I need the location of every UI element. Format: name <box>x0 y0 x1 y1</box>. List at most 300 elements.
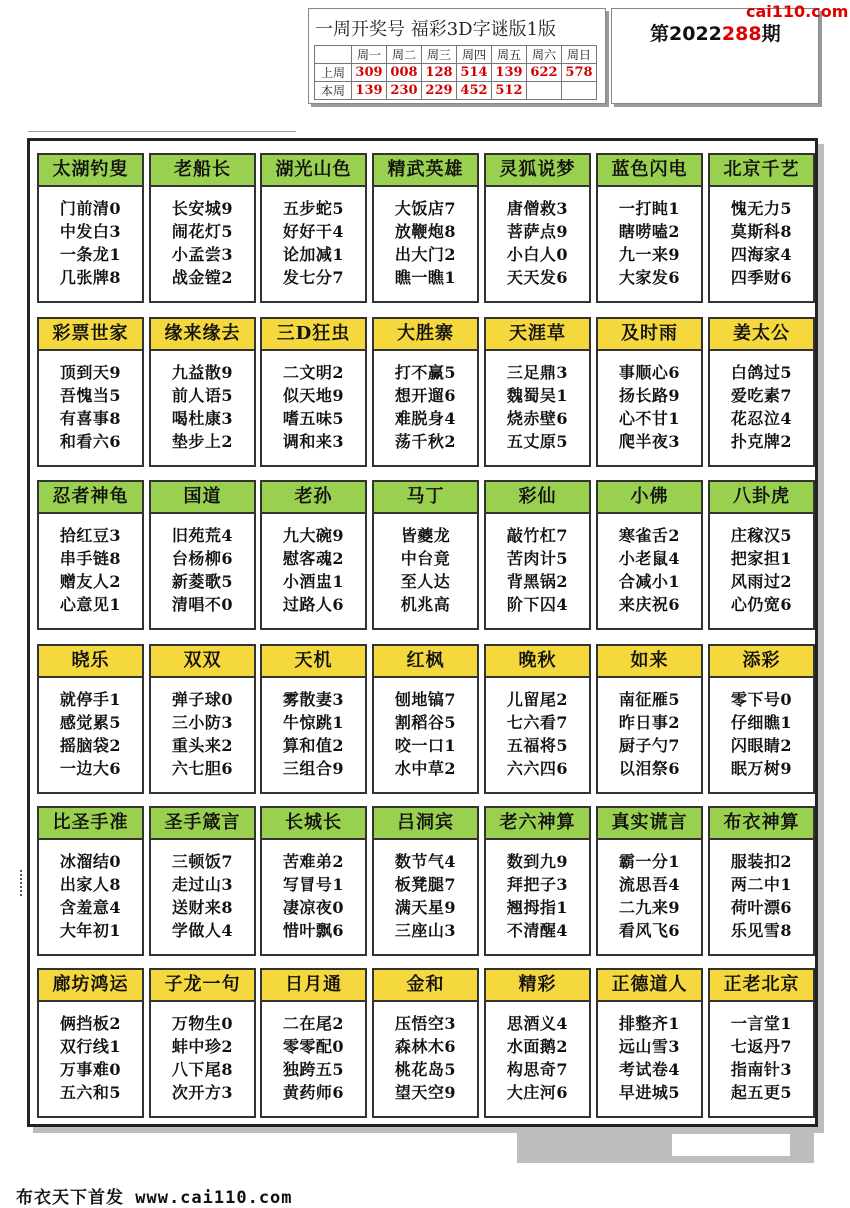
card-author: 精武英雄 <box>374 155 477 187</box>
riddle-line: 次开方3 <box>171 1083 234 1102</box>
issue-prefix: 第2022 <box>650 23 722 45</box>
draw-number <box>562 82 597 100</box>
riddle-line: 拾红豆3 <box>59 526 122 545</box>
riddle-line: 闹花灯5 <box>171 222 234 241</box>
riddle-line: 指南针3 <box>730 1060 793 1079</box>
riddle-card <box>372 153 479 303</box>
riddle-line: 大庄河6 <box>506 1083 569 1102</box>
weekly-numbers-panel <box>308 8 606 104</box>
riddle-card <box>596 806 703 956</box>
riddle-line: 满天星9 <box>394 898 457 917</box>
riddle-line: 苦肉计5 <box>506 549 569 568</box>
card-lines <box>710 351 813 453</box>
riddle-card <box>149 644 256 794</box>
riddle-line: 零下号0 <box>730 690 793 709</box>
card-author: 及时雨 <box>598 319 701 351</box>
card-author: 布衣神算 <box>710 808 813 840</box>
riddle-line: 顶到天9 <box>59 363 122 382</box>
riddle-line: 好好干4 <box>282 222 345 241</box>
draw-number: 578 <box>562 64 597 82</box>
riddle-line: 黄药师6 <box>282 1083 345 1102</box>
riddle-line: 想开遛6 <box>394 386 457 405</box>
riddle-line: 慰客魂2 <box>282 549 345 568</box>
riddle-card <box>37 968 144 1118</box>
card-author: 天机 <box>262 646 365 678</box>
riddle-card <box>484 153 591 303</box>
riddle-line: 烧赤壁6 <box>506 409 569 428</box>
riddle-line: 刨地镐7 <box>394 690 457 709</box>
riddle-line: 服装扣2 <box>730 852 793 871</box>
draw-number: 512 <box>492 82 527 100</box>
riddle-line: 五六和5 <box>59 1083 122 1102</box>
riddle-line: 莫斯科8 <box>730 222 793 241</box>
riddle-line: 把家担1 <box>730 549 793 568</box>
card-lines <box>262 351 365 453</box>
riddle-line: 早进城5 <box>618 1083 681 1102</box>
riddle-line: 爬半夜3 <box>618 432 681 451</box>
riddle-line: 咬一口1 <box>394 736 457 755</box>
riddle-line: 菩萨点9 <box>506 222 569 241</box>
card-lines <box>710 840 813 942</box>
riddle-line: 三组合9 <box>282 759 345 778</box>
riddle-line: 小老鼠4 <box>618 549 681 568</box>
card-lines <box>598 1002 701 1104</box>
riddle-line: 心仍宽6 <box>730 595 793 614</box>
riddle-line: 三顿饭7 <box>171 852 234 871</box>
card-author: 红枫 <box>374 646 477 678</box>
riddle-line: 合减小1 <box>618 572 681 591</box>
riddle-line: 远山雪3 <box>618 1037 681 1056</box>
card-author: 老孙 <box>262 482 365 514</box>
riddle-line: 八下尾8 <box>171 1060 234 1079</box>
riddle-line: 七六看7 <box>506 713 569 732</box>
riddle-line: 五步蛇5 <box>282 199 345 218</box>
riddle-card <box>260 317 367 467</box>
riddle-line: 压悟空3 <box>394 1014 457 1033</box>
riddle-line: 背黑锅2 <box>506 572 569 591</box>
riddle-line: 大年初1 <box>59 921 122 940</box>
riddle-line: 重头来2 <box>171 736 234 755</box>
riddle-line: 三小防3 <box>171 713 234 732</box>
riddle-line: 花忍泣4 <box>730 409 793 428</box>
this-week-row <box>315 82 597 100</box>
riddle-line: 风雨过2 <box>730 572 793 591</box>
card-author: 北京千艺 <box>710 155 813 187</box>
riddle-card <box>484 317 591 467</box>
riddle-line: 愧无力5 <box>730 199 793 218</box>
riddle-line: 心不甘1 <box>618 409 681 428</box>
riddle-line: 不清醒4 <box>506 921 569 940</box>
day-header: 周四 <box>457 46 492 64</box>
card-author: 大胜寨 <box>374 319 477 351</box>
riddle-line: 有喜事8 <box>59 409 122 428</box>
riddle-line: 以泪祭6 <box>618 759 681 778</box>
draw-number: 139 <box>492 64 527 82</box>
issue-panel <box>611 8 819 104</box>
riddle-line: 仔细瞧1 <box>730 713 793 732</box>
riddle-line: 万事难0 <box>59 1060 122 1079</box>
riddle-card <box>372 806 479 956</box>
riddle-line: 来庆祝6 <box>618 595 681 614</box>
card-lines <box>39 351 142 453</box>
riddle-line: 放鞭炮8 <box>394 222 457 241</box>
riddle-line: 三座山3 <box>394 921 457 940</box>
riddle-line: 寒雀舌2 <box>618 526 681 545</box>
riddle-line: 阶下囚4 <box>506 595 569 614</box>
riddle-line: 和看六6 <box>59 432 122 451</box>
draw-number <box>527 82 562 100</box>
riddle-line: 六七胆6 <box>171 759 234 778</box>
riddle-line: 战金镗2 <box>171 268 234 287</box>
riddle-line: 望天空9 <box>394 1083 457 1102</box>
card-author: 如来 <box>598 646 701 678</box>
card-lines <box>486 514 589 616</box>
day-header: 周三 <box>422 46 457 64</box>
riddle-line: 嗜五味5 <box>282 409 345 428</box>
riddle-line: 写冒号1 <box>282 875 345 894</box>
card-lines <box>374 840 477 942</box>
day-header: 周日 <box>562 46 597 64</box>
issue-num: 288 <box>721 23 762 45</box>
card-lines <box>486 840 589 942</box>
riddle-line: 旧苑荒4 <box>171 526 234 545</box>
riddle-line: 垫步上2 <box>171 432 234 451</box>
riddle-line: 九大碗9 <box>282 526 345 545</box>
draw-number: 230 <box>387 82 422 100</box>
row-label: 本周 <box>315 82 352 100</box>
riddle-line: 串手链8 <box>59 549 122 568</box>
riddle-line: 考试卷4 <box>618 1060 681 1079</box>
card-author: 晚秋 <box>486 646 589 678</box>
riddle-line: 三足鼎3 <box>506 363 569 382</box>
riddle-line: 扬长路9 <box>618 386 681 405</box>
riddle-card <box>596 644 703 794</box>
card-author: 真实谎言 <box>598 808 701 840</box>
card-author: 比圣手准 <box>39 808 142 840</box>
card-author: 添彩 <box>710 646 813 678</box>
card-lines <box>598 678 701 780</box>
riddle-line: 拜把子3 <box>506 875 569 894</box>
riddle-line: 万物生0 <box>171 1014 234 1033</box>
riddle-card <box>708 968 815 1118</box>
riddle-line: 二九来9 <box>618 898 681 917</box>
edition-title: 一周开奖号 福彩3D字谜版1版 <box>315 19 557 40</box>
riddle-line: 中台竟 <box>400 549 451 568</box>
riddle-line: 唐僧救3 <box>506 199 569 218</box>
riddle-card <box>149 480 256 630</box>
card-lines <box>151 187 254 289</box>
riddle-line: 清唱不0 <box>171 595 234 614</box>
card-author: 彩仙 <box>486 482 589 514</box>
riddle-line: 水面鹅2 <box>506 1037 569 1056</box>
riddle-line: 算和值2 <box>282 736 345 755</box>
card-lines <box>151 840 254 942</box>
riddle-line: 含羞意4 <box>59 898 122 917</box>
riddle-line: 双行线1 <box>59 1037 122 1056</box>
card-lines <box>151 678 254 780</box>
riddle-line: 扑克牌2 <box>730 432 793 451</box>
draw-number: 128 <box>422 64 457 82</box>
riddle-line: 前人语5 <box>171 386 234 405</box>
riddle-card <box>484 480 591 630</box>
issue-suffix: 期 <box>761 23 781 45</box>
draw-number: 622 <box>527 64 562 82</box>
riddle-card <box>37 806 144 956</box>
riddle-line: 机兆高 <box>400 595 451 614</box>
riddle-line: 割稻谷5 <box>394 713 457 732</box>
riddle-line: 二文明2 <box>282 363 345 382</box>
riddle-line: 发七分7 <box>282 268 345 287</box>
draw-number: 139 <box>352 82 387 100</box>
card-lines <box>262 840 365 942</box>
riddle-card <box>260 968 367 1118</box>
card-author: 正德道人 <box>598 970 701 1002</box>
riddle-card <box>372 480 479 630</box>
riddle-line: 庄稼汉5 <box>730 526 793 545</box>
riddle-line: 两二中1 <box>730 875 793 894</box>
riddle-card <box>708 644 815 794</box>
riddle-line: 独跨五5 <box>282 1060 345 1079</box>
card-lines <box>374 187 477 289</box>
riddle-line: 门前清0 <box>59 199 122 218</box>
riddle-line: 敲竹杠7 <box>506 526 569 545</box>
riddle-line: 牛惊跳1 <box>282 713 345 732</box>
riddle-line: 小孟尝3 <box>171 245 234 264</box>
card-lines <box>374 514 477 616</box>
riddle-line: 学做人4 <box>171 921 234 940</box>
riddle-line: 水中草2 <box>394 759 457 778</box>
riddle-line: 桃花岛5 <box>394 1060 457 1079</box>
riddle-line: 昨日事2 <box>618 713 681 732</box>
riddle-line: 魏蜀吴1 <box>506 386 569 405</box>
riddle-line: 儿留尾2 <box>506 690 569 709</box>
card-author: 金和 <box>374 970 477 1002</box>
riddle-line: 流思吾4 <box>618 875 681 894</box>
card-author: 双双 <box>151 646 254 678</box>
riddle-line: 走过山3 <box>171 875 234 894</box>
riddle-line: 过路人6 <box>282 595 345 614</box>
card-author: 廊坊鸿运 <box>39 970 142 1002</box>
riddle-card <box>372 968 479 1118</box>
card-lines <box>262 678 365 780</box>
riddle-line: 乐见雪8 <box>730 921 793 940</box>
riddle-line: 弹子球0 <box>171 690 234 709</box>
day-header: 周二 <box>387 46 422 64</box>
riddle-line: 喝杜康3 <box>171 409 234 428</box>
card-author: 长城长 <box>262 808 365 840</box>
riddle-card <box>596 153 703 303</box>
riddle-line: 至人达 <box>400 572 451 591</box>
site-watermark: cai110.com <box>746 2 849 21</box>
card-author: 圣手箴言 <box>151 808 254 840</box>
days-row <box>315 46 597 64</box>
riddle-line: 凄凉夜0 <box>282 898 345 917</box>
divider <box>28 131 296 132</box>
card-lines <box>710 1002 813 1104</box>
riddle-line: 思酒义4 <box>506 1014 569 1033</box>
card-author: 灵狐说梦 <box>486 155 589 187</box>
riddle-line: 出大门2 <box>394 245 457 264</box>
riddle-line: 九一来9 <box>618 245 681 264</box>
card-author: 八卦虎 <box>710 482 813 514</box>
card-author: 彩票世家 <box>39 319 142 351</box>
riddle-line: 小酒盅1 <box>282 572 345 591</box>
day-header: 周六 <box>527 46 562 64</box>
card-author: 老船长 <box>151 155 254 187</box>
riddle-line: 眠万树9 <box>730 759 793 778</box>
riddle-card <box>260 153 367 303</box>
dotted-mark <box>20 870 26 896</box>
card-lines <box>151 1002 254 1104</box>
weekly-numbers-table <box>314 45 597 100</box>
riddle-card <box>484 644 591 794</box>
riddle-line: 事顺心6 <box>618 363 681 382</box>
draw-number: 514 <box>457 64 492 82</box>
footer-bar-inner <box>672 1134 790 1156</box>
card-author: 三D狂虫 <box>262 319 365 351</box>
card-lines <box>710 678 813 780</box>
riddle-line: 四海家4 <box>730 245 793 264</box>
riddle-line: 论加减1 <box>282 245 345 264</box>
card-lines <box>374 351 477 453</box>
riddle-line: 几张牌8 <box>59 268 122 287</box>
riddle-line: 数到九9 <box>506 852 569 871</box>
riddle-line: 南征雁5 <box>618 690 681 709</box>
riddle-line: 大饭店7 <box>394 199 457 218</box>
riddle-line: 零零配0 <box>282 1037 345 1056</box>
riddle-line: 霸一分1 <box>618 852 681 871</box>
riddle-line: 送财来8 <box>171 898 234 917</box>
riddle-card <box>149 317 256 467</box>
draw-number: 452 <box>457 82 492 100</box>
card-lines <box>262 514 365 616</box>
riddle-line: 五福将5 <box>506 736 569 755</box>
riddle-line: 四季财6 <box>730 268 793 287</box>
riddle-card <box>37 480 144 630</box>
riddle-line: 瞎唠嗑2 <box>618 222 681 241</box>
card-lines <box>262 187 365 289</box>
card-author: 湖光山色 <box>262 155 365 187</box>
card-lines <box>710 187 813 289</box>
riddle-card <box>596 480 703 630</box>
card-author: 日月通 <box>262 970 365 1002</box>
riddle-line: 台杨柳6 <box>171 549 234 568</box>
riddle-line: 心意见1 <box>59 595 122 614</box>
riddle-card <box>372 317 479 467</box>
riddle-line: 翘拇指1 <box>506 898 569 917</box>
riddle-line: 摇脑袋2 <box>59 736 122 755</box>
riddle-line: 排整齐1 <box>618 1014 681 1033</box>
riddle-card <box>149 806 256 956</box>
draw-number: 309 <box>352 64 387 82</box>
riddle-line: 冰溜结0 <box>59 852 122 871</box>
card-author: 正老北京 <box>710 970 813 1002</box>
footer-text: 布衣天下首发 www.cai110.com <box>16 1188 293 1208</box>
draw-number: 229 <box>422 82 457 100</box>
riddle-line: 荷叶漂6 <box>730 898 793 917</box>
riddle-line: 九益散9 <box>171 363 234 382</box>
riddle-card <box>372 644 479 794</box>
card-lines <box>374 1002 477 1104</box>
riddle-line: 数节气4 <box>394 852 457 871</box>
riddle-line: 一条龙1 <box>59 245 122 264</box>
riddle-card <box>37 317 144 467</box>
riddle-line: 瞧一瞧1 <box>394 268 457 287</box>
card-author: 国道 <box>151 482 254 514</box>
card-lines <box>598 840 701 942</box>
riddle-card <box>260 806 367 956</box>
card-author: 蓝色闪电 <box>598 155 701 187</box>
card-lines <box>39 514 142 616</box>
card-lines <box>39 840 142 942</box>
last-week-row <box>315 64 597 82</box>
riddle-line: 出家人8 <box>59 875 122 894</box>
card-lines <box>39 1002 142 1104</box>
card-author: 姜太公 <box>710 319 813 351</box>
riddle-card <box>260 480 367 630</box>
riddle-line: 一边大6 <box>59 759 122 778</box>
card-lines <box>374 678 477 780</box>
riddle-line: 白鸽过5 <box>730 363 793 382</box>
card-lines <box>598 351 701 453</box>
riddle-line: 爱吃素7 <box>730 386 793 405</box>
riddle-line: 中发白3 <box>59 222 122 241</box>
riddle-line: 似天地9 <box>282 386 345 405</box>
riddle-line: 调和来3 <box>282 432 345 451</box>
card-lines <box>710 514 813 616</box>
card-author: 马丁 <box>374 482 477 514</box>
riddle-card <box>149 968 256 1118</box>
riddle-line: 闪眼睛2 <box>730 736 793 755</box>
card-lines <box>486 1002 589 1104</box>
card-lines <box>486 351 589 453</box>
card-author: 子龙一句 <box>151 970 254 1002</box>
riddle-line: 一言堂1 <box>730 1014 793 1033</box>
riddle-line: 荡千秋2 <box>394 432 457 451</box>
riddle-line: 吾愧当5 <box>59 386 122 405</box>
day-header: 周五 <box>492 46 527 64</box>
issue-number <box>650 19 781 46</box>
corner-cell <box>315 46 352 64</box>
draw-number: 008 <box>387 64 422 82</box>
card-author: 晓乐 <box>39 646 142 678</box>
card-author: 老六神算 <box>486 808 589 840</box>
riddle-line: 俩挡板2 <box>59 1014 122 1033</box>
card-lines <box>39 678 142 780</box>
card-author: 吕洞宾 <box>374 808 477 840</box>
card-lines <box>486 187 589 289</box>
riddle-card <box>708 480 815 630</box>
riddle-card <box>708 153 815 303</box>
riddle-line: 厨子勺7 <box>618 736 681 755</box>
riddle-line: 赠友人2 <box>59 572 122 591</box>
riddle-line: 打不赢5 <box>394 363 457 382</box>
card-lines <box>486 678 589 780</box>
card-author: 天涯草 <box>486 319 589 351</box>
riddle-line: 二在尾2 <box>282 1014 345 1033</box>
riddle-line: 感觉累5 <box>59 713 122 732</box>
riddle-line: 惜叶飘6 <box>282 921 345 940</box>
riddle-line: 板凳腿7 <box>394 875 457 894</box>
riddle-line: 大家发6 <box>618 268 681 287</box>
riddle-line: 看风飞6 <box>618 921 681 940</box>
riddle-card <box>708 806 815 956</box>
card-lines <box>39 187 142 289</box>
card-lines <box>262 1002 365 1104</box>
card-lines <box>598 187 701 289</box>
riddle-line: 小白人0 <box>506 245 569 264</box>
riddle-card <box>596 317 703 467</box>
